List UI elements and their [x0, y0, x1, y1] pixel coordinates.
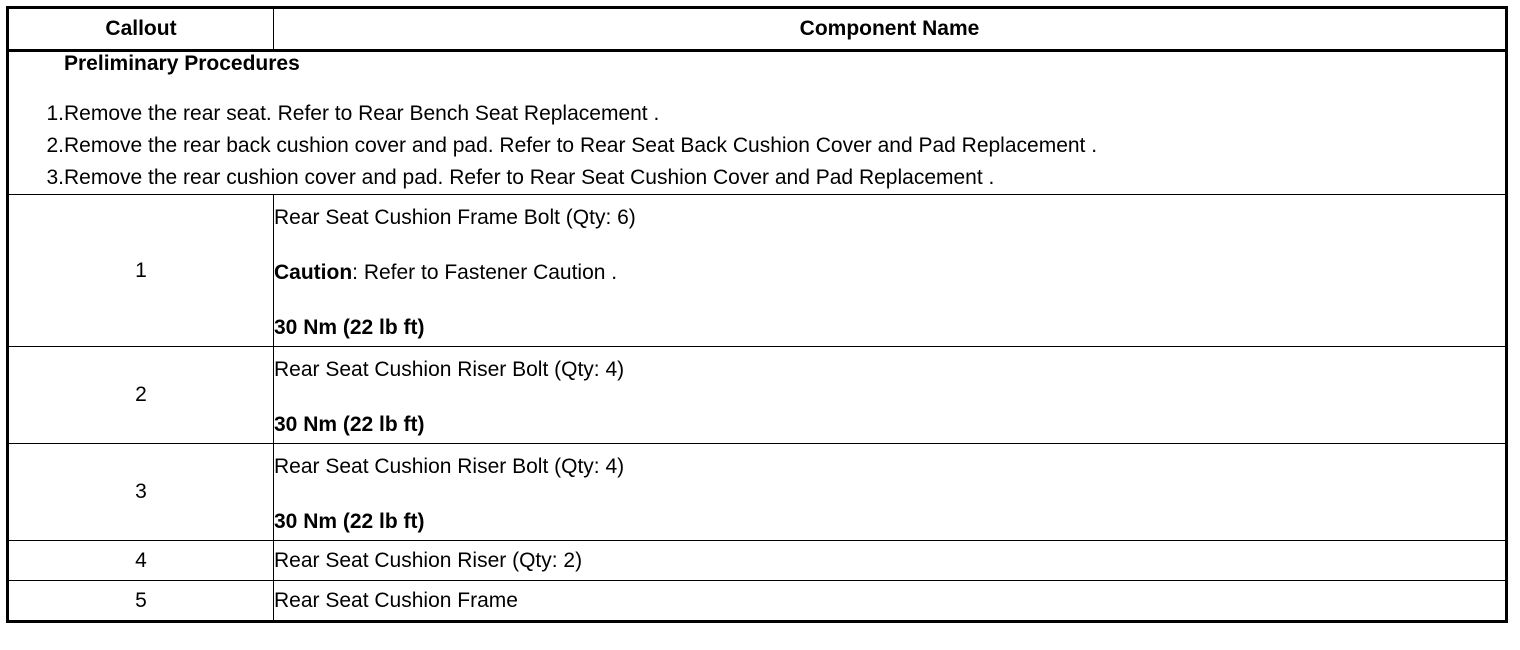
preliminary-procedures — [8, 51, 1507, 195]
table-row — [8, 541, 1507, 581]
torque-spec: 30 Nm (22 lb ft) — [274, 509, 425, 533]
torque-spec: 30 Nm (22 lb ft) — [274, 315, 425, 339]
header-component-name: Component Name — [274, 8, 1507, 51]
component-cell — [274, 444, 1507, 541]
caution-note — [274, 261, 1505, 285]
component-name: Rear Seat Cushion Frame — [274, 588, 518, 612]
callout-number: 3 — [8, 444, 274, 541]
component-name: Rear Seat Cushion Riser Bolt (Qty: 4) — [274, 454, 625, 478]
component-cell — [274, 581, 1507, 622]
preliminary-step — [9, 130, 1505, 162]
table-row — [8, 581, 1507, 622]
component-cell — [274, 195, 1507, 347]
components-table — [6, 6, 1508, 623]
step-number: 1. — [46, 102, 64, 125]
step-text: Remove the rear cushion cover and pad. Refer to Rear Seat Cushion Cover and Pad Replacement . — [64, 166, 995, 189]
step-number: 2. — [46, 134, 64, 157]
header-callout: Callout — [8, 8, 274, 51]
step-text: Remove the rear seat. Refer to Rear Bench Seat Replacement . — [64, 102, 660, 125]
caution-text: : Refer to Fastener Caution . — [352, 260, 618, 284]
preliminary-row — [8, 51, 1507, 195]
step-text: Remove the rear back cushion cover and pad. Refer to Rear Seat Back Cushion Cover and Pad Replacement . — [64, 134, 1098, 157]
preliminary-step — [9, 162, 1505, 194]
component-name: Rear Seat Cushion Frame Bolt (Qty: 6) — [274, 205, 636, 229]
component-cell — [274, 347, 1507, 444]
torque-spec: 30 Nm (22 lb ft) — [274, 412, 425, 436]
caution-label: Caution — [274, 260, 353, 284]
table-row — [8, 347, 1507, 444]
preliminary-steps — [9, 98, 1505, 194]
table-row — [8, 444, 1507, 541]
callout-number: 5 — [8, 581, 274, 622]
component-name: Rear Seat Cushion Riser (Qty: 2) — [274, 548, 583, 572]
component-name: Rear Seat Cushion Riser Bolt (Qty: 4) — [274, 357, 625, 381]
callout-number: 4 — [8, 541, 274, 581]
callout-number: 2 — [8, 347, 274, 444]
preliminary-step — [9, 98, 1505, 130]
step-number: 3. — [46, 166, 64, 189]
header-row — [8, 8, 1507, 51]
table-row — [8, 195, 1507, 347]
preliminary-title: Preliminary Procedures — [64, 52, 300, 75]
callout-number: 1 — [8, 195, 274, 347]
component-cell — [274, 541, 1507, 581]
